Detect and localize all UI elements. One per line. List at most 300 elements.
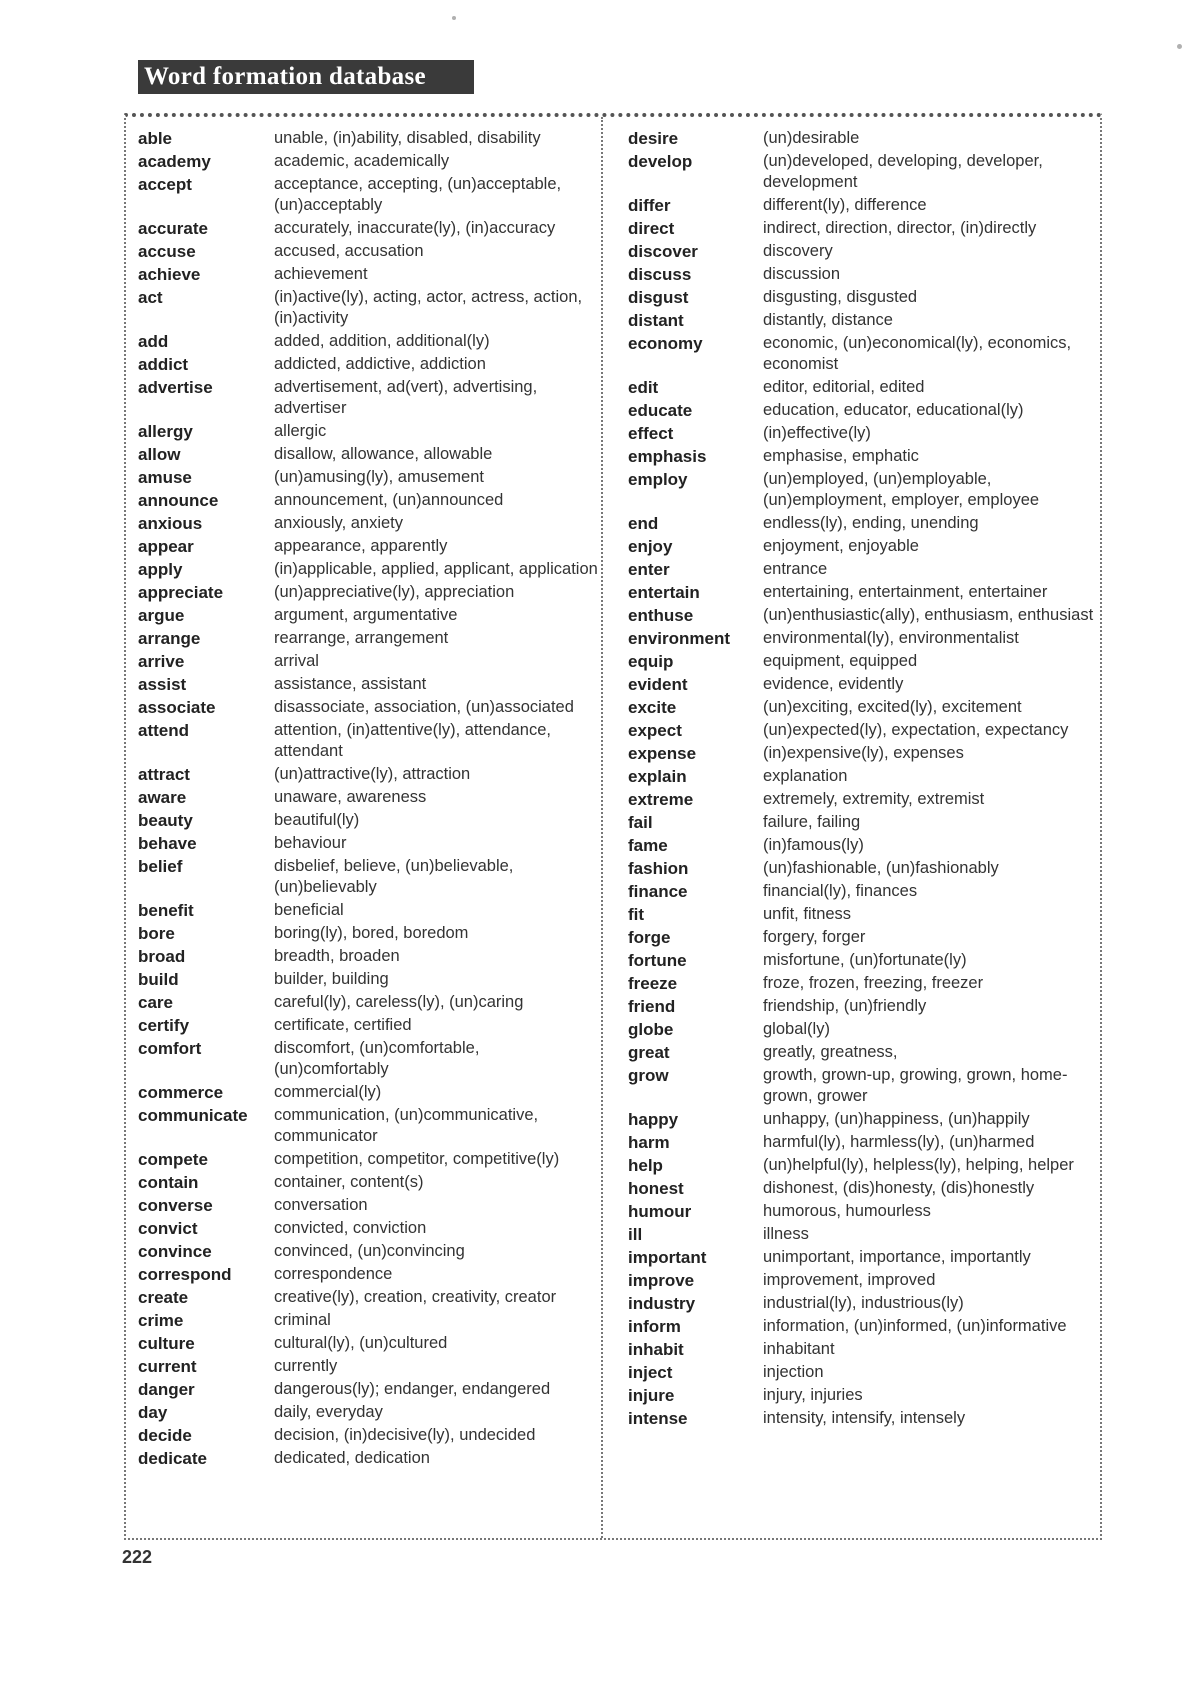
headword: freeze: [628, 974, 678, 993]
word-forms: criminal: [274, 1311, 331, 1329]
headword: great: [628, 1043, 670, 1062]
list-item: [138, 467, 598, 488]
list-item: [138, 764, 598, 785]
list-item: [138, 787, 598, 808]
list-item: [628, 559, 1094, 580]
list-item: [138, 969, 598, 990]
word-forms: careful(ly), careless(ly), (un)caring: [274, 993, 524, 1011]
list-item: [138, 1379, 598, 1400]
word-forms: explanation: [763, 767, 848, 785]
word-forms: added, addition, additional(ly): [274, 332, 490, 350]
word-forms: endless(ly), ending, unending: [763, 514, 979, 532]
word-forms: (un)exciting, excited(ly), excitement: [763, 698, 1022, 716]
headword: converse: [138, 1196, 213, 1215]
headword: direct: [628, 219, 675, 238]
word-forms: discovery: [763, 242, 833, 260]
headword: beauty: [138, 811, 193, 830]
word-forms: extremely, extremity, extremist: [763, 790, 985, 808]
word-forms: competition, competitor, competitive(ly): [274, 1150, 560, 1168]
word-forms: improvement, improved: [763, 1271, 936, 1289]
list-item: [628, 264, 1094, 285]
list-item: [628, 743, 1094, 764]
list-item: [628, 446, 1094, 467]
headword: expense: [628, 744, 697, 763]
headword: associate: [138, 698, 216, 717]
word-forms: argument, argumentative: [274, 606, 458, 624]
headword: fame: [628, 836, 668, 855]
list-item: [628, 973, 1094, 994]
headword: intense: [628, 1409, 688, 1428]
headword: achieve: [138, 265, 201, 284]
headword: attend: [138, 721, 189, 740]
word-forms: information, (un)informed, (un)informative: [763, 1317, 1067, 1335]
headword: expect: [628, 721, 682, 740]
headword: important: [628, 1248, 707, 1267]
word-forms: discussion: [763, 265, 841, 283]
word-forms: disassociate, association, (un)associated: [274, 698, 574, 716]
headword: grow: [628, 1066, 669, 1085]
list-item: [138, 605, 598, 626]
word-forms: unable, (in)ability, disabled, disability: [274, 129, 541, 147]
list-item: [628, 536, 1094, 557]
word-forms: certificate, certified: [274, 1016, 412, 1034]
list-item: [628, 1247, 1094, 1268]
list-item: [628, 1201, 1094, 1222]
word-forms: assistance, assistant: [274, 675, 427, 693]
list-item: [138, 1149, 598, 1170]
page-title: Word formation database: [138, 60, 474, 94]
list-item: [138, 1218, 598, 1239]
word-forms: friendship, (un)friendly: [763, 997, 927, 1015]
word-forms: (un)appreciative(ly), appreciation: [274, 583, 515, 601]
list-item: [138, 810, 598, 831]
headword: crime: [138, 1311, 184, 1330]
list-item: [138, 1287, 598, 1308]
list-item: [628, 469, 1094, 511]
headword: help: [628, 1156, 663, 1175]
headword: discuss: [628, 265, 692, 284]
list-item: [628, 858, 1094, 879]
list-item: [628, 812, 1094, 833]
word-forms: cultural(ly), (un)cultured: [274, 1334, 448, 1352]
headword: contain: [138, 1173, 199, 1192]
headword: accuse: [138, 242, 196, 261]
word-forms: (un)helpful(ly), helpless(ly), helping, helper: [763, 1156, 1074, 1174]
list-item: [628, 241, 1094, 262]
headword: improve: [628, 1271, 695, 1290]
list-item: [138, 128, 598, 149]
list-item: [628, 996, 1094, 1017]
word-forms: breadth, broaden: [274, 947, 400, 965]
word-forms: humorous, humourless: [763, 1202, 931, 1220]
headword: bore: [138, 924, 175, 943]
word-forms: (in)expensive(ly), expenses: [763, 744, 964, 762]
headword: discover: [628, 242, 698, 261]
list-item: [138, 1015, 598, 1036]
headword: academy: [138, 152, 211, 171]
list-item: [138, 628, 598, 649]
headword: aware: [138, 788, 187, 807]
list-item: [138, 151, 598, 172]
headword: addict: [138, 355, 189, 374]
headword: dedicate: [138, 1449, 207, 1468]
headword: announce: [138, 491, 219, 510]
list-item: [138, 674, 598, 695]
list-item: [138, 1082, 598, 1103]
headword: entertain: [628, 583, 700, 602]
headword: inhabit: [628, 1340, 684, 1359]
word-forms: environmental(ly), environmentalist: [763, 629, 1019, 647]
headword: correspond: [138, 1265, 232, 1284]
word-forms: unhappy, (un)happiness, (un)happily: [763, 1110, 1030, 1128]
headword: communicate: [138, 1106, 248, 1125]
word-forms: (in)famous(ly): [763, 836, 864, 854]
word-forms: convinced, (un)convincing: [274, 1242, 465, 1260]
word-forms: accused, accusation: [274, 242, 424, 260]
headword: environment: [628, 629, 731, 648]
headword: apply: [138, 560, 183, 579]
list-item: [138, 513, 598, 534]
word-forms: unaware, awareness: [274, 788, 427, 806]
word-forms: currently: [274, 1357, 338, 1375]
list-item: [628, 513, 1094, 534]
headword: appear: [138, 537, 194, 556]
word-forms: (in)applicable, applied, applicant, application: [274, 560, 598, 578]
word-forms: arrival: [274, 652, 319, 670]
right-column: [628, 128, 1094, 1431]
headword: enjoy: [628, 537, 673, 556]
list-item: [138, 354, 598, 375]
word-forms: academic, academically: [274, 152, 450, 170]
headword: extreme: [628, 790, 694, 809]
list-item: [628, 582, 1094, 603]
list-item: [138, 490, 598, 511]
word-forms: industrial(ly), industrious(ly): [763, 1294, 964, 1312]
list-item: [628, 1224, 1094, 1245]
list-item: [628, 128, 1094, 149]
headword: create: [138, 1288, 189, 1307]
headword: compete: [138, 1150, 208, 1169]
word-forms: editor, editorial, edited: [763, 378, 925, 396]
list-item: [628, 835, 1094, 856]
list-item: [628, 651, 1094, 672]
word-forms: (un)desirable: [763, 129, 860, 147]
headword: effect: [628, 424, 674, 443]
headword: end: [628, 514, 659, 533]
headword: attract: [138, 765, 190, 784]
headword: finance: [628, 882, 688, 901]
headword: equip: [628, 652, 674, 671]
headword: injure: [628, 1386, 675, 1405]
headword: emphasis: [628, 447, 707, 466]
headword: arrange: [138, 629, 201, 648]
word-forms: (un)fashionable, (un)fashionably: [763, 859, 999, 877]
word-forms: (un)employed, (un)employable, (un)employment, employer, employee: [763, 470, 1040, 509]
headword: educate: [628, 401, 693, 420]
word-forms: entrance: [763, 560, 828, 578]
headword: convince: [138, 1242, 212, 1261]
word-forms: education, educator, educational(ly): [763, 401, 1024, 419]
word-forms: appearance, apparently: [274, 537, 448, 555]
list-item: [628, 151, 1094, 193]
list-item: [628, 927, 1094, 948]
list-item: [138, 1402, 598, 1423]
headword: humour: [628, 1202, 692, 1221]
word-forms: equipment, equipped: [763, 652, 918, 670]
headword: allergy: [138, 422, 193, 441]
list-item: [628, 697, 1094, 718]
headword: argue: [138, 606, 185, 625]
headword: behave: [138, 834, 197, 853]
list-item: [138, 720, 598, 762]
word-forms: builder, building: [274, 970, 389, 988]
list-item: [628, 1385, 1094, 1406]
list-item: [628, 287, 1094, 308]
list-item: [138, 287, 598, 329]
word-forms: rearrange, arrangement: [274, 629, 449, 647]
word-forms: attention, (in)attentive(ly), attendance, attendant: [274, 721, 551, 760]
headword: appreciate: [138, 583, 224, 602]
list-item: [628, 1316, 1094, 1337]
word-forms: unfit, fitness: [763, 905, 852, 923]
list-item: [138, 697, 598, 718]
word-forms: disgusting, disgusted: [763, 288, 918, 306]
headword: industry: [628, 1294, 696, 1313]
list-item: [138, 1241, 598, 1262]
list-item: [628, 1132, 1094, 1153]
word-forms: forgery, forger: [763, 928, 866, 946]
list-item: [138, 900, 598, 921]
word-forms: beautiful(ly): [274, 811, 360, 829]
headword: friend: [628, 997, 676, 1016]
word-forms: evidence, evidently: [763, 675, 904, 693]
headword: harm: [628, 1133, 670, 1152]
list-item: [628, 1019, 1094, 1040]
word-forms: unimportant, importance, importantly: [763, 1248, 1031, 1266]
headword: belief: [138, 857, 183, 876]
list-item: [138, 651, 598, 672]
word-forms: commercial(ly): [274, 1083, 382, 1101]
list-item: [138, 992, 598, 1013]
list-item: [628, 1293, 1094, 1314]
list-item: [138, 331, 598, 352]
headword: allow: [138, 445, 181, 464]
list-item: [628, 1339, 1094, 1360]
left-column: [138, 128, 598, 1471]
headword: distant: [628, 311, 684, 330]
word-forms: growth, grown-up, growing, grown, home-grown, grower: [763, 1066, 1068, 1105]
list-item: [628, 1178, 1094, 1199]
list-item: [138, 264, 598, 285]
word-forms: allergic: [274, 422, 327, 440]
list-item: [138, 421, 598, 442]
word-forms: (un)enthusiastic(ally), enthusiasm, enthusiast: [763, 606, 1094, 624]
word-forms: announcement, (un)announced: [274, 491, 504, 509]
headword: forge: [628, 928, 671, 947]
list-item: [628, 1155, 1094, 1176]
list-item: [628, 218, 1094, 239]
list-item: [138, 1038, 598, 1080]
list-item: [138, 1333, 598, 1354]
word-forms: daily, everyday: [274, 1403, 383, 1421]
headword: fit: [628, 905, 645, 924]
list-item: [628, 628, 1094, 649]
list-item: [138, 1356, 598, 1377]
word-forms: illness: [763, 1225, 809, 1243]
headword: accept: [138, 175, 192, 194]
list-item: [138, 174, 598, 216]
list-item: [628, 423, 1094, 444]
headword: ill: [628, 1225, 643, 1244]
list-item: [628, 310, 1094, 331]
word-forms: failure, failing: [763, 813, 861, 831]
scan-speck: [452, 16, 456, 20]
word-forms: emphasise, emphatic: [763, 447, 919, 465]
headword: evident: [628, 675, 688, 694]
word-forms: communication, (un)communicative, communicator: [274, 1106, 539, 1145]
headword: disgust: [628, 288, 689, 307]
headword: act: [138, 288, 163, 307]
list-item: [138, 856, 598, 898]
word-forms: economic, (un)economical(ly), economics, economist: [763, 334, 1072, 373]
list-item: [628, 1065, 1094, 1107]
headword: inform: [628, 1317, 681, 1336]
headword: globe: [628, 1020, 674, 1039]
headword: explain: [628, 767, 687, 786]
list-item: [628, 1270, 1094, 1291]
list-item: [138, 923, 598, 944]
headword: enthuse: [628, 606, 694, 625]
headword: economy: [628, 334, 703, 353]
word-forms: intensity, intensify, intensely: [763, 1409, 966, 1427]
word-forms: boring(ly), bored, boredom: [274, 924, 469, 942]
word-forms: (un)expected(ly), expectation, expectancy: [763, 721, 1069, 739]
headword: culture: [138, 1334, 195, 1353]
word-forms: (un)developed, developing, developer, development: [763, 152, 1043, 191]
list-item: [138, 1310, 598, 1331]
headword: fail: [628, 813, 653, 832]
headword: add: [138, 332, 169, 351]
list-item: [628, 950, 1094, 971]
list-item: [628, 674, 1094, 695]
column-divider: [601, 117, 603, 1538]
word-forms: (un)attractive(ly), attraction: [274, 765, 471, 783]
headword: differ: [628, 196, 671, 215]
list-item: [628, 377, 1094, 398]
headword: happy: [628, 1110, 679, 1129]
list-item: [138, 1105, 598, 1147]
word-forms: (in)effective(ly): [763, 424, 871, 442]
list-item: [138, 833, 598, 854]
list-item: [628, 881, 1094, 902]
list-item: [628, 333, 1094, 375]
headword: assist: [138, 675, 187, 694]
list-item: [628, 904, 1094, 925]
word-forms: discomfort, (un)comfortable, (un)comfortably: [274, 1039, 480, 1078]
list-item: [628, 605, 1094, 626]
list-item: [138, 444, 598, 465]
list-item: [628, 789, 1094, 810]
headword: comfort: [138, 1039, 202, 1058]
word-forms: creative(ly), creation, creativity, creator: [274, 1288, 557, 1306]
headword: amuse: [138, 468, 192, 487]
word-forms: injection: [763, 1363, 824, 1381]
word-forms: injury, injuries: [763, 1386, 863, 1404]
word-forms: advertisement, ad(vert), advertising, advertiser: [274, 378, 538, 417]
word-forms: harmful(ly), harmless(ly), (un)harmed: [763, 1133, 1035, 1151]
headword: enter: [628, 560, 670, 579]
list-item: [628, 720, 1094, 741]
headword: commerce: [138, 1083, 224, 1102]
word-forms: froze, frozen, freezing, freezer: [763, 974, 984, 992]
headword: current: [138, 1357, 197, 1376]
list-item: [628, 400, 1094, 421]
headword: care: [138, 993, 173, 1012]
list-item: [628, 1408, 1094, 1429]
headword: able: [138, 129, 173, 148]
word-forms: misfortune, (un)fortunate(ly): [763, 951, 967, 969]
list-item: [138, 1172, 598, 1193]
headword: convict: [138, 1219, 198, 1238]
word-forms: indirect, direction, director, (in)directly: [763, 219, 1037, 237]
headword: decide: [138, 1426, 192, 1445]
headword: certify: [138, 1016, 190, 1035]
list-item: [138, 946, 598, 967]
word-forms: behaviour: [274, 834, 347, 852]
word-forms: different(ly), difference: [763, 196, 927, 214]
list-item: [138, 1425, 598, 1446]
word-forms: dedicated, dedication: [274, 1449, 430, 1467]
headword: accurate: [138, 219, 208, 238]
list-item: [138, 1264, 598, 1285]
headword: inject: [628, 1363, 673, 1382]
list-item: [628, 1362, 1094, 1383]
headword: develop: [628, 152, 693, 171]
list-item: [138, 536, 598, 557]
list-item: [138, 241, 598, 262]
list-item: [138, 377, 598, 419]
page-number: 222: [122, 1547, 153, 1567]
word-forms: greatly, greatness,: [763, 1043, 898, 1061]
word-forms: dishonest, (dis)honesty, (dis)honestly: [763, 1179, 1035, 1197]
headword: employ: [628, 470, 688, 489]
word-forms: (un)amusing(ly), amusement: [274, 468, 484, 486]
word-forms: financial(ly), finances: [763, 882, 918, 900]
word-forms: convicted, conviction: [274, 1219, 427, 1237]
headword: benefit: [138, 901, 194, 920]
word-forms: accurately, inaccurate(ly), (in)accuracy: [274, 219, 556, 237]
word-forms: entertaining, entertainment, entertainer: [763, 583, 1048, 601]
word-forms: conversation: [274, 1196, 368, 1214]
headword: arrive: [138, 652, 185, 671]
word-forms: acceptance, accepting, (un)acceptable, (un)acceptably: [274, 175, 562, 214]
word-forms: achievement: [274, 265, 368, 283]
list-item: [138, 1195, 598, 1216]
word-forms: distantly, distance: [763, 311, 893, 329]
headword: day: [138, 1403, 168, 1422]
word-forms: anxiously, anxiety: [274, 514, 404, 532]
word-forms: enjoyment, enjoyable: [763, 537, 919, 555]
list-item: [628, 1042, 1094, 1063]
list-item: [138, 559, 598, 580]
headword: desire: [628, 129, 679, 148]
list-item: [628, 1109, 1094, 1130]
word-forms: inhabitant: [763, 1340, 835, 1358]
word-forms: disbelief, believe, (un)believable, (un)believably: [274, 857, 514, 896]
headword: build: [138, 970, 179, 989]
headword: advertise: [138, 378, 213, 397]
word-forms: decision, (in)decisive(ly), undecided: [274, 1426, 536, 1444]
